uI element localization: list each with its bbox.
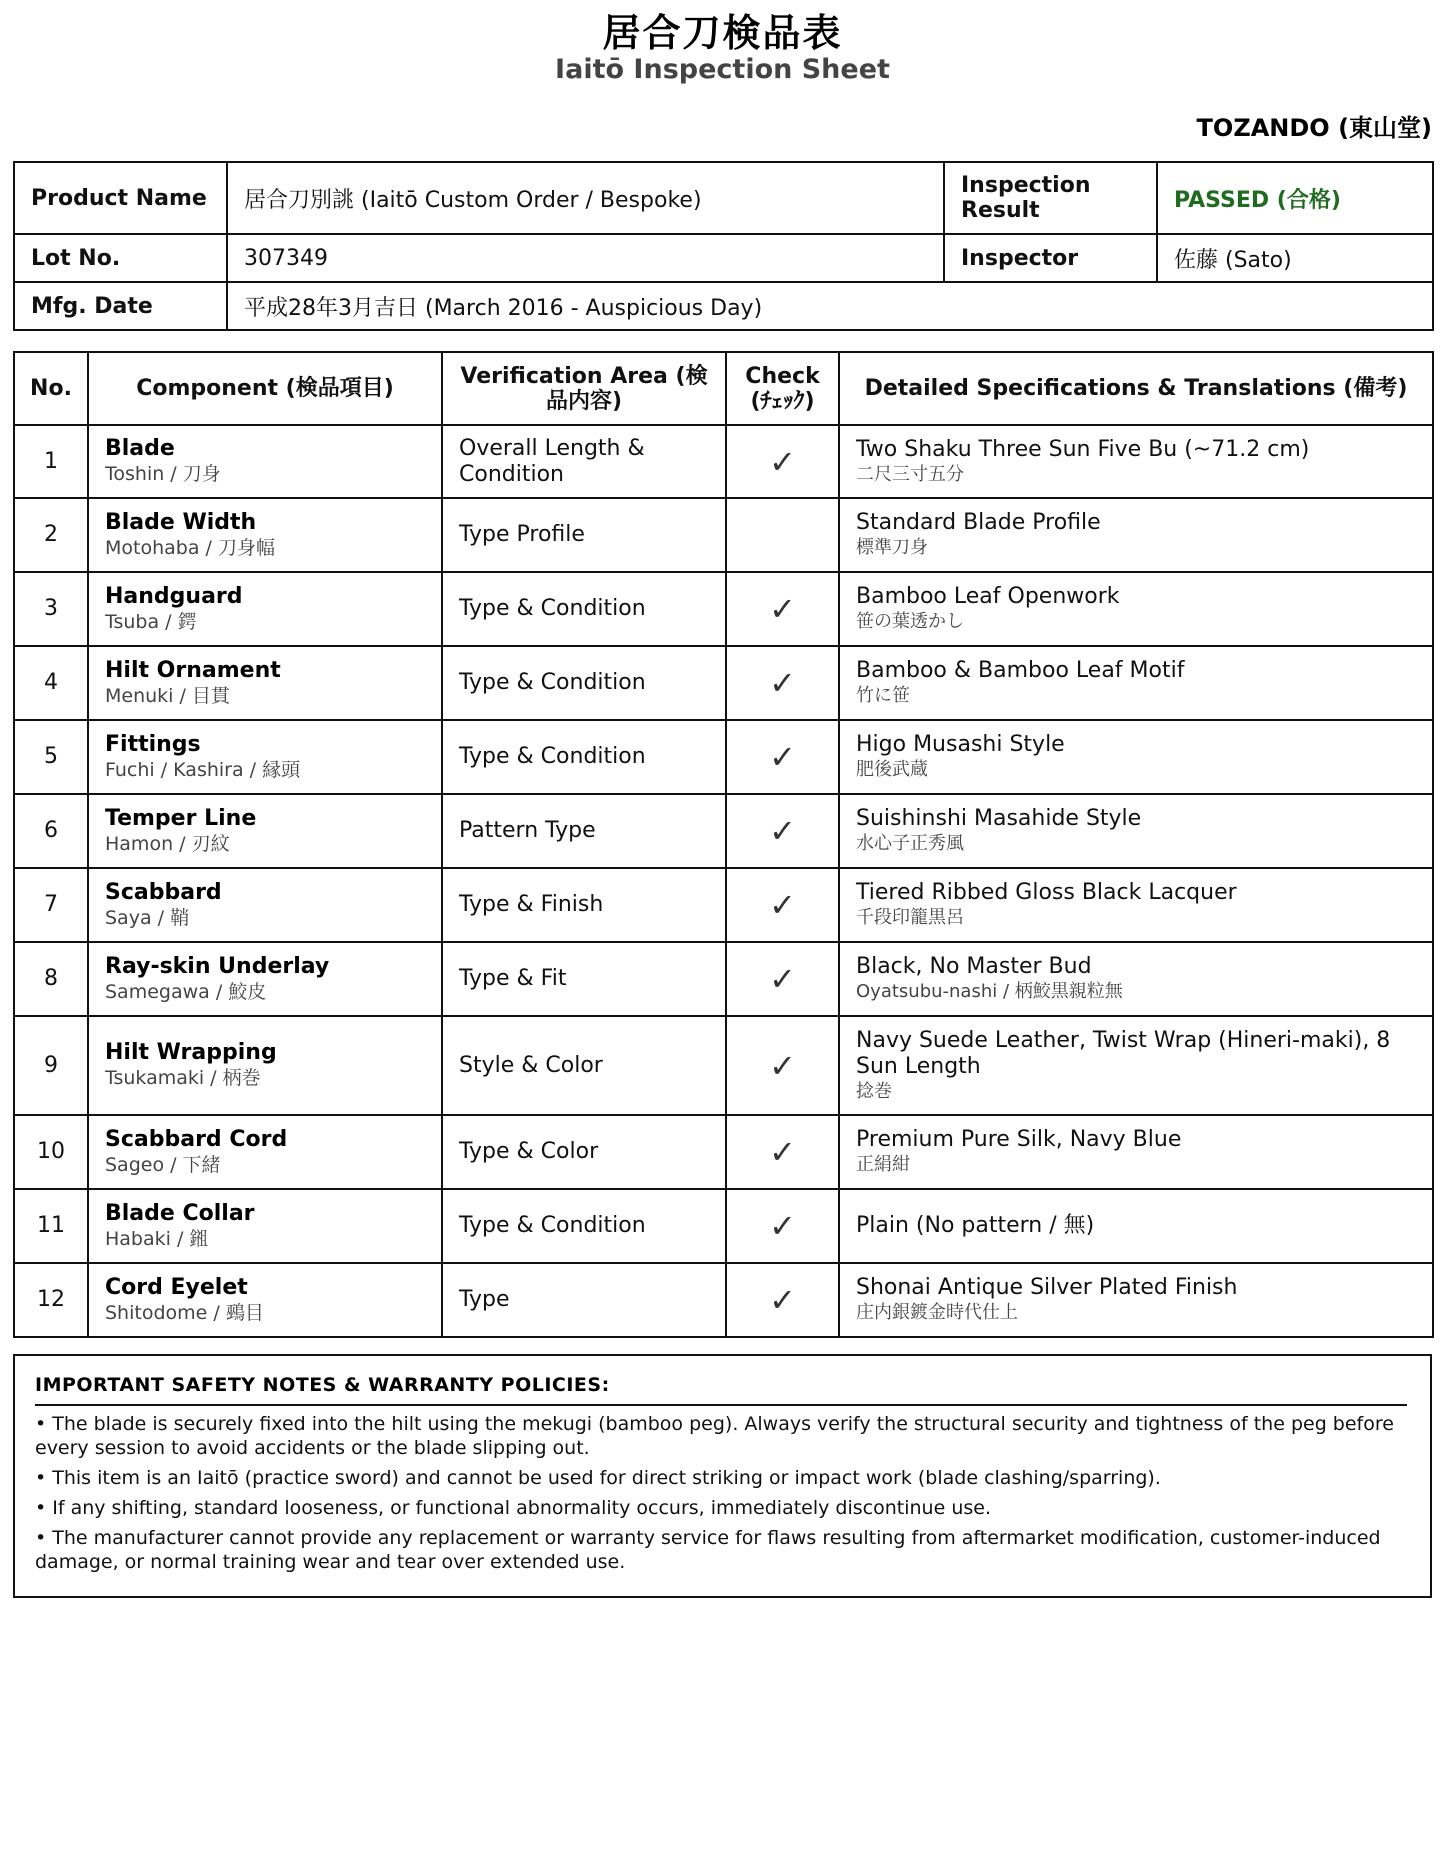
mfg-date-value: 平成28年3月吉日 (March 2016 - Auspicious Day) bbox=[227, 282, 1433, 330]
component-cell bbox=[88, 572, 442, 646]
inspector-label: Inspector bbox=[944, 234, 1157, 282]
row-number: 7 bbox=[14, 868, 88, 942]
detail-text: Black, No Master Bud bbox=[856, 954, 1092, 979]
table-row bbox=[14, 498, 1433, 572]
component-subtitle: Saya / 鞘 bbox=[105, 906, 190, 929]
checkmark-icon: ✓ bbox=[726, 425, 839, 498]
table-row bbox=[14, 425, 1433, 498]
details-cell bbox=[839, 498, 1433, 572]
details-cell bbox=[839, 646, 1433, 720]
detail-text: Bamboo & Bamboo Leaf Motif bbox=[856, 658, 1185, 683]
safety-note: • The blade is securely fixed into the hilt using the mekugi (bamboo peg). Always verify the structural security and tightness of the peg before every session to avoid accidents or the blade slipping out. bbox=[35, 1413, 1394, 1459]
component-subtitle: Samegawa / 鮫皮 bbox=[105, 980, 267, 1003]
column-header-details: Detailed Specifications & Translations (備考) bbox=[839, 352, 1433, 425]
column-header-component: Component (検品項目) bbox=[88, 352, 442, 425]
detail-japanese: 笹の葉透かし bbox=[856, 611, 964, 632]
table-row bbox=[14, 1189, 1433, 1263]
table-row bbox=[14, 1263, 1433, 1337]
detail-text: Shonai Antique Silver Plated Finish bbox=[856, 1275, 1238, 1300]
row-number: 11 bbox=[14, 1189, 88, 1263]
checkmark-icon: ✓ bbox=[726, 1189, 839, 1263]
row-number: 2 bbox=[14, 498, 88, 572]
detail-text: Plain (No pattern / 無) bbox=[856, 1213, 1095, 1238]
table-row bbox=[14, 942, 1433, 1016]
component-cell bbox=[88, 1263, 442, 1337]
checkmark-icon: ✓ bbox=[726, 1016, 839, 1115]
detail-japanese: 肥後武蔵 bbox=[856, 759, 928, 780]
row-number: 8 bbox=[14, 942, 88, 1016]
checkmark-icon: ✓ bbox=[726, 942, 839, 1016]
table-row bbox=[14, 1016, 1433, 1115]
column-header-check: Check (ﾁｪｯｸ) bbox=[726, 352, 839, 425]
page-title-japanese: 居合刀検品表 bbox=[602, 11, 843, 55]
verification-area: Pattern Type bbox=[442, 794, 726, 868]
detail-japanese: 正絹紺 bbox=[856, 1154, 910, 1175]
row-number: 12 bbox=[14, 1263, 88, 1337]
column-header-no: No. bbox=[14, 352, 88, 425]
page-title-english: Iaitō Inspection Sheet bbox=[555, 54, 890, 85]
component-cell bbox=[88, 794, 442, 868]
checkmark-icon: ✓ bbox=[726, 646, 839, 720]
component-subtitle: Motohaba / 刀身幅 bbox=[105, 536, 275, 559]
details-cell bbox=[839, 868, 1433, 942]
row-number: 1 bbox=[14, 425, 88, 498]
details-cell bbox=[839, 1189, 1433, 1263]
safety-note: • This item is an Iaitō (practice sword) and cannot be used for direct striking or impact work (blade clashing/sparring). bbox=[35, 1467, 1161, 1489]
product-name-value: 居合刀別誂 (Iaitō Custom Order / Bespoke) bbox=[227, 162, 944, 234]
lot-number-value: 307349 bbox=[227, 234, 944, 282]
info-row-product bbox=[14, 162, 1433, 234]
details-cell bbox=[839, 1016, 1433, 1115]
checkmark-icon: ✓ bbox=[726, 720, 839, 794]
detail-text: Bamboo Leaf Openwork bbox=[856, 584, 1120, 609]
component-subtitle: Menuki / 目貫 bbox=[105, 684, 230, 707]
component-name: Ray-skin Underlay bbox=[105, 953, 330, 979]
detail-japanese: 捻巻 bbox=[856, 1080, 892, 1102]
component-name: Blade Collar bbox=[105, 1200, 255, 1226]
details-cell bbox=[839, 425, 1433, 498]
row-number: 3 bbox=[14, 572, 88, 646]
product-info-table bbox=[13, 161, 1434, 331]
verification-area: Type & Condition bbox=[442, 720, 726, 794]
row-number: 5 bbox=[14, 720, 88, 794]
detail-japanese: 二尺三寸五分 bbox=[856, 463, 964, 485]
mfg-date-label: Mfg. Date bbox=[14, 282, 227, 330]
inspection-result-value: PASSED (合格) bbox=[1157, 162, 1433, 234]
component-subtitle: Toshin / 刀身 bbox=[105, 463, 221, 485]
column-header-area: Verification Area (検品内容) bbox=[442, 352, 726, 425]
verification-area: Type Profile bbox=[442, 498, 726, 572]
inspection-items-table bbox=[13, 351, 1434, 1338]
component-name: Hilt Wrapping bbox=[105, 1040, 277, 1065]
details-cell bbox=[839, 794, 1433, 868]
safety-note: • The manufacturer cannot provide any replacement or warranty service for flaws resulting from aftermarket modification, customer-induced damage, or normal training wear and tear over extended use. bbox=[35, 1527, 1381, 1573]
detail-japanese: Oyatsubu-nashi / 柄鮫黒親粒無 bbox=[856, 981, 1123, 1002]
verification-area: Type & Color bbox=[442, 1115, 726, 1189]
component-cell bbox=[88, 942, 442, 1016]
verification-area: Type & Finish bbox=[442, 868, 726, 942]
component-subtitle: Fuchi / Kashira / 縁頭 bbox=[105, 758, 301, 781]
component-subtitle: Habaki / 鎺 bbox=[105, 1227, 209, 1250]
verification-area: Type & Condition bbox=[442, 1189, 726, 1263]
detail-japanese: 標準刀身 bbox=[856, 537, 928, 558]
details-cell bbox=[839, 720, 1433, 794]
table-row bbox=[14, 794, 1433, 868]
row-number: 10 bbox=[14, 1115, 88, 1189]
component-subtitle: Tsukamaki / 柄巻 bbox=[105, 1067, 261, 1089]
detail-text: Suishinshi Masahide Style bbox=[856, 806, 1142, 831]
row-number: 6 bbox=[14, 794, 88, 868]
verification-area: Type & Condition bbox=[442, 572, 726, 646]
component-subtitle: Hamon / 刃紋 bbox=[105, 832, 230, 855]
detail-text: Premium Pure Silk, Navy Blue bbox=[856, 1127, 1182, 1152]
component-name: Blade bbox=[105, 436, 175, 461]
verification-area: Overall Length & Condition bbox=[442, 425, 726, 498]
table-header-row bbox=[14, 352, 1433, 425]
verification-area: Type bbox=[442, 1263, 726, 1337]
table-row bbox=[14, 868, 1433, 942]
manufacturer-name: TOZANDO (東山堂) bbox=[1196, 114, 1432, 142]
component-subtitle: Sageo / 下緒 bbox=[105, 1153, 221, 1176]
detail-text: Two Shaku Three Sun Five Bu (~71.2 cm) bbox=[856, 436, 1310, 462]
verification-area: Type & Condition bbox=[442, 646, 726, 720]
checkmark-icon: ✓ bbox=[726, 1263, 839, 1337]
component-cell bbox=[88, 1115, 442, 1189]
row-number: 4 bbox=[14, 646, 88, 720]
safety-notes-title: IMPORTANT SAFETY NOTES & WARRANTY POLICIES: bbox=[35, 1374, 1407, 1406]
check-cell-empty bbox=[726, 498, 839, 572]
component-name: Fittings bbox=[105, 731, 201, 757]
component-name: Temper Line bbox=[105, 805, 257, 831]
detail-japanese: 竹に笹 bbox=[856, 685, 910, 706]
checkmark-icon: ✓ bbox=[726, 572, 839, 646]
component-cell bbox=[88, 868, 442, 942]
details-cell bbox=[839, 942, 1433, 1016]
component-subtitle: Tsuba / 鍔 bbox=[105, 610, 197, 633]
component-cell bbox=[88, 1189, 442, 1263]
checkmark-icon: ✓ bbox=[726, 1115, 839, 1189]
detail-text: Higo Musashi Style bbox=[856, 732, 1065, 757]
table-row bbox=[14, 572, 1433, 646]
component-cell bbox=[88, 425, 442, 498]
inspection-result-label: Inspection Result bbox=[944, 162, 1157, 234]
verification-area: Style & Color bbox=[442, 1016, 726, 1115]
table-row bbox=[14, 646, 1433, 720]
component-cell bbox=[88, 498, 442, 572]
component-cell bbox=[88, 720, 442, 794]
component-name: Scabbard bbox=[105, 879, 222, 905]
component-subtitle: Shitodome / 鵐目 bbox=[105, 1301, 264, 1324]
info-row-lot bbox=[14, 234, 1433, 282]
product-name-label: Product Name bbox=[14, 162, 227, 234]
verification-area: Type & Fit bbox=[442, 942, 726, 1016]
detail-text: Standard Blade Profile bbox=[856, 510, 1101, 535]
detail-japanese: 水心子正秀風 bbox=[856, 833, 964, 854]
component-name: Scabbard Cord bbox=[105, 1126, 288, 1152]
safety-notes-box bbox=[13, 1354, 1432, 1598]
table-row bbox=[14, 720, 1433, 794]
lot-number-label: Lot No. bbox=[14, 234, 227, 282]
row-number: 9 bbox=[14, 1016, 88, 1115]
component-name: Hilt Ornament bbox=[105, 657, 281, 683]
table-row bbox=[14, 1115, 1433, 1189]
component-cell bbox=[88, 646, 442, 720]
details-cell bbox=[839, 572, 1433, 646]
component-cell bbox=[88, 1016, 442, 1115]
details-cell bbox=[839, 1263, 1433, 1337]
checkmark-icon: ✓ bbox=[726, 794, 839, 868]
detail-japanese: 千段印籠黒呂 bbox=[856, 907, 964, 928]
safety-note: • If any shifting, standard looseness, or functional abnormality occurs, immediately discontinue use. bbox=[35, 1497, 991, 1519]
inspector-value: 佐藤 (Sato) bbox=[1157, 234, 1433, 282]
component-name: Cord Eyelet bbox=[105, 1274, 248, 1300]
details-cell bbox=[839, 1115, 1433, 1189]
checkmark-icon: ✓ bbox=[726, 868, 839, 942]
detail-text: Navy Suede Leather, Twist Wrap (Hineri-maki), 8 Sun Length bbox=[856, 1027, 1391, 1079]
detail-text: Tiered Ribbed Gloss Black Lacquer bbox=[856, 880, 1237, 905]
component-name: Handguard bbox=[105, 583, 243, 609]
info-row-mfg bbox=[14, 282, 1433, 330]
detail-japanese: 庄内銀鍍金時代仕上 bbox=[856, 1302, 1018, 1323]
component-name: Blade Width bbox=[105, 509, 257, 535]
